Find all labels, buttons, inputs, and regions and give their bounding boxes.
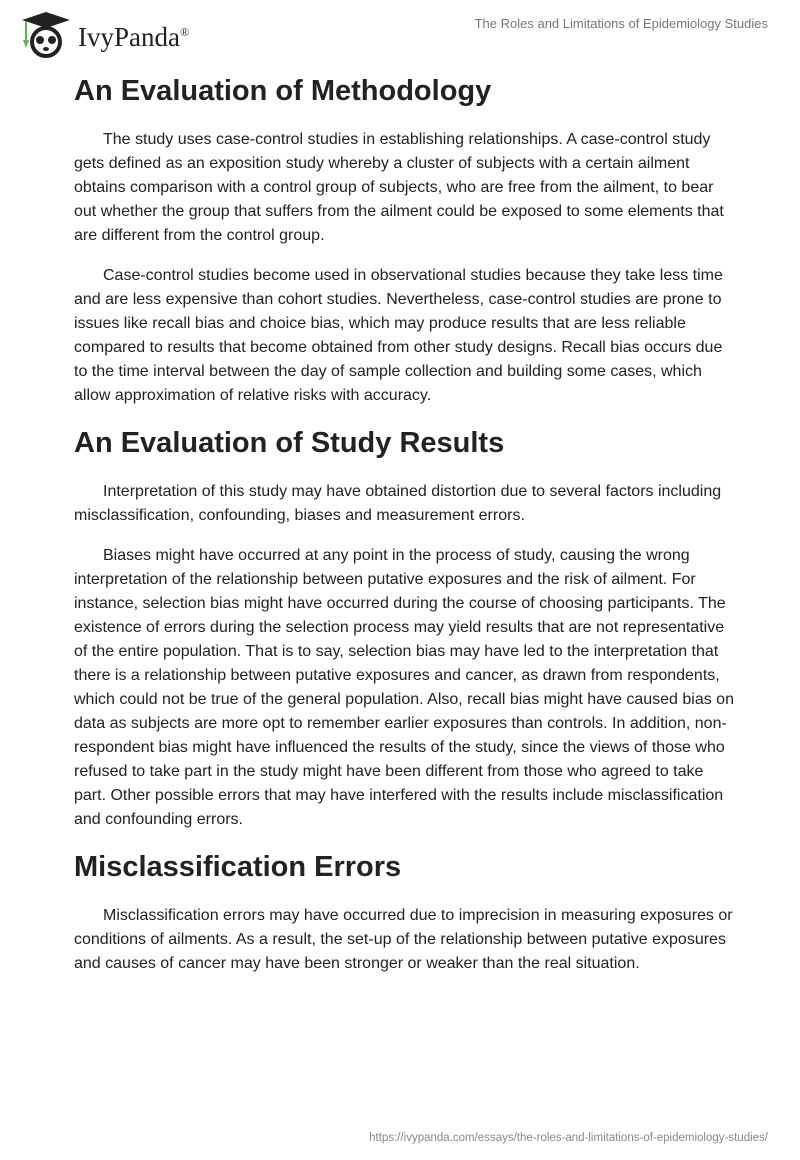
section-heading: An Evaluation of Study Results [74,427,505,459]
panda-logo-icon [16,10,76,58]
logo[interactable] [16,10,189,58]
logo-text: IvyPanda® [78,21,190,52]
article-content [74,72,738,992]
paragraph: The study uses case-control studies in establishing relationships. A case-control study gets defined as an exposition study whereby a cluster of subjects with a certain ailment obtains comparison with a control group of subjects, who are free from the ailment, to bear out whether the group that suffers from the ailment could be exposed to some elements that are different from the control group. [74,131,724,244]
paragraph: Case-control studies become used in observational studies because they take less time and are less expensive than cohort studies. Nevertheless, case-control studies are prone to issues like recall bias and choice bias, which may produce results that are less reliable compared to results that become obtained from other study designs. Recall bias occurs due to the time interval between the day of sample collection and building some cases, which allow approximation of relative risks with accuracy. [74,267,723,404]
section-heading: Misclassification Errors [74,851,402,883]
paragraph: Misclassification errors may have occurred due to imprecision in measuring exposures or conditions of ailments. As a result, the set-up of the relationship between putative exposures and causes of cancer may have been stronger or weaker than the real situation. [74,907,733,972]
source-url[interactable]: https://ivypanda.com/essays/the-roles-and-limitations-of-epidemiology-studies/ [369,1132,768,1144]
paragraph: Interpretation of this study may have obtained distortion due to several factors including misclassification, confounding, biases and measurement errors. [74,483,722,524]
paragraph: Biases might have occurred at any point in the process of study, causing the wrong interpretation of the relationship between putative exposures and the risk of ailment. For instance, selection bias might have occurred during the course of choosing participants. The existence of errors during the selection process may yield results that are not representative of the entire population. That is to say, selection bias may have led to the interpretation that there is a relationship between putative exposures and cancer, as drawn from respondents, which could not be true of the general population. Also, recall bias might have caused bias on data as subjects are more opt to remember earlier exposures than controls. In addition, non-respondent bias might have influenced the results of the study, since the views of those who refused to take part in the study might have been different from those who agreed to take part. Other possible errors that may have interfered with the results include misclassification and confounding errors. [74,547,734,828]
document-title: The Roles and Limitations of Epidemiology Studies [474,16,768,31]
section-heading: An Evaluation of Methodology [74,75,492,107]
